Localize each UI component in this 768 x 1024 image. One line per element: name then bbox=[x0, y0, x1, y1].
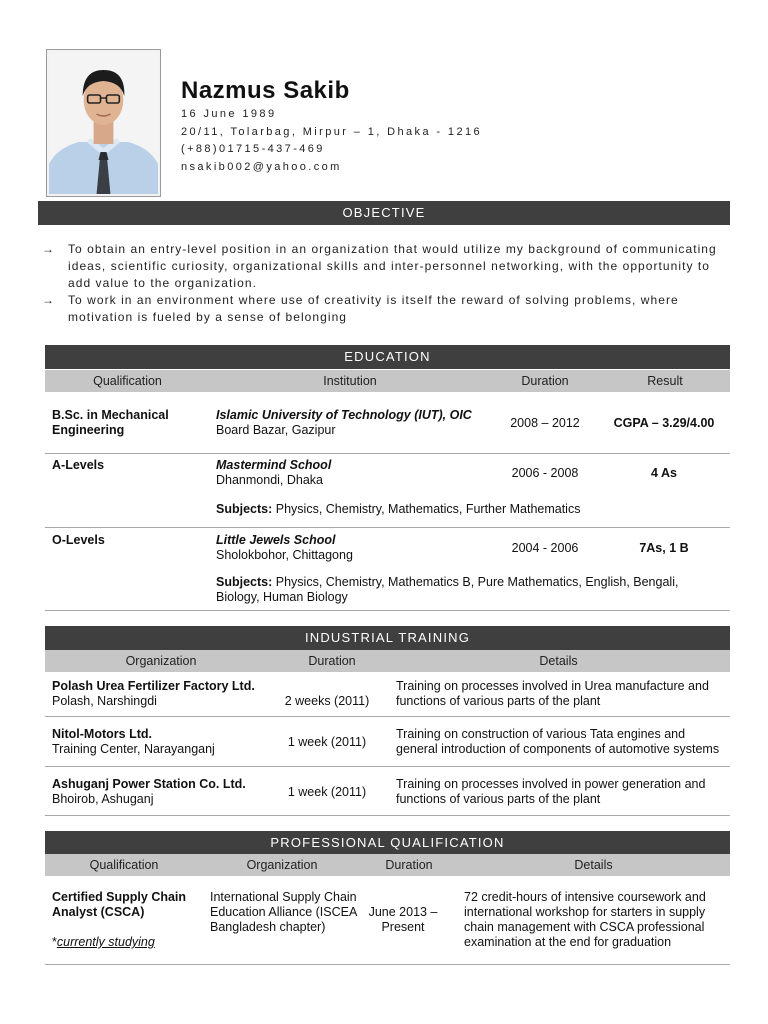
education-location: Dhanmondi, Dhaka bbox=[216, 473, 324, 487]
objective-text: To work in an environment where use of creativity is itself the reward of solving problems, where motivation is fueled by a sense of belonging bbox=[68, 293, 679, 324]
column-header: Institution bbox=[323, 374, 377, 388]
education-institution: Little Jewels School bbox=[216, 533, 336, 547]
column-header: Qualification bbox=[93, 374, 162, 388]
subjects-list: Physics, Chemistry, Mathematics, Further Mathematics bbox=[275, 502, 581, 516]
training-location: Training Center, Narayanganj bbox=[52, 742, 215, 756]
objective-section-title: OBJECTIVE bbox=[38, 201, 730, 225]
education-qualification: B.Sc. in Mechanical Engineering bbox=[52, 408, 169, 437]
education-result: 4 As bbox=[651, 466, 677, 480]
professional-organization: International Supply Chain Education Alliance (ISCEA Bangladesh chapter) bbox=[210, 890, 357, 934]
note-text: currently studying bbox=[56, 935, 155, 949]
education-subjects bbox=[216, 575, 721, 605]
training-organization: Ashuganj Power Station Co. Ltd. bbox=[52, 777, 246, 791]
phone-number: (+88)01715-437-469 bbox=[181, 143, 325, 155]
education-column-headers bbox=[45, 370, 730, 392]
education-duration: 2004 - 2006 bbox=[511, 541, 579, 555]
training-location: Polash, Narshingdi bbox=[52, 694, 157, 708]
training-column-headers bbox=[45, 650, 730, 672]
education-section-title: EDUCATION bbox=[45, 345, 730, 369]
row-divider bbox=[45, 610, 730, 611]
objective-item bbox=[42, 241, 727, 292]
training-duration: 1 week (2011) bbox=[287, 785, 367, 799]
training-details: Training on processes involved in Urea manufacture and functions of various parts of the plant bbox=[396, 679, 709, 708]
right-arrow-icon: → bbox=[42, 293, 56, 307]
education-result: 7As, 1 B bbox=[639, 541, 689, 555]
row-divider bbox=[45, 527, 730, 528]
row-divider bbox=[45, 766, 730, 767]
professional-duration: June 2013 – Present bbox=[368, 905, 438, 934]
objective-text: To obtain an entry-level position in an organization that would utilize my background of communicating ideas, scientific curiosity, organizational skills and inter-personnel networking, with the opportunity to add value to the organization. bbox=[68, 242, 717, 290]
column-header: Organization bbox=[246, 858, 318, 872]
right-arrow-icon: → bbox=[42, 242, 56, 256]
education-subjects bbox=[216, 502, 721, 517]
note-asterisk: * bbox=[52, 935, 57, 949]
column-header: Duration bbox=[308, 654, 356, 668]
column-header: Duration bbox=[521, 374, 569, 388]
column-header: Qualification bbox=[89, 858, 159, 872]
column-header: Result bbox=[647, 374, 683, 388]
study-status-note bbox=[52, 935, 202, 950]
training-details: Training on construction of various Tata engines and general introduction of components of automotive systems bbox=[396, 727, 720, 756]
professional-qualification: Certified Supply Chain Analyst (CSCA) bbox=[52, 890, 187, 919]
subjects-label: Subjects: bbox=[216, 575, 273, 589]
training-location: Bhoirob, Ashuganj bbox=[52, 792, 154, 806]
profile-photo bbox=[46, 49, 161, 197]
row-divider bbox=[45, 815, 730, 816]
row-divider bbox=[45, 453, 730, 454]
column-header: Details bbox=[539, 654, 578, 668]
objective-item bbox=[42, 292, 727, 326]
candidate-name: Nazmus Sakib bbox=[181, 77, 350, 104]
education-qualification: A-Levels bbox=[52, 458, 105, 472]
training-organization: Nitol-Motors Ltd. bbox=[52, 727, 152, 741]
education-qualification: O-Levels bbox=[52, 533, 105, 547]
row-divider bbox=[45, 716, 730, 717]
education-duration: 2006 - 2008 bbox=[511, 466, 579, 480]
training-section-title: INDUSTRIAL TRAINING bbox=[45, 626, 730, 650]
professional-column-headers bbox=[45, 854, 730, 876]
column-header: Details bbox=[574, 858, 613, 872]
column-header: Organization bbox=[125, 654, 197, 668]
subjects-list: Physics, Chemistry, Mathematics B, Pure Mathematics, English, Bengali, Biology, Human Biology bbox=[216, 575, 679, 604]
training-duration: 1 week (2011) bbox=[287, 735, 367, 749]
row-divider bbox=[45, 964, 730, 965]
education-institution: Mastermind School bbox=[216, 458, 332, 472]
date-of-birth: 16 June 1989 bbox=[181, 108, 277, 120]
training-details: Training on processes involved in power generation and functions of various parts of the plant bbox=[396, 777, 706, 806]
education-location: Sholokbohor, Chittagong bbox=[216, 548, 353, 562]
professional-details: 72 credit-hours of intensive coursework and international workshop for starters in supply chain management with CSCA professional examination at the end for graduation bbox=[464, 890, 706, 949]
subjects-label: Subjects: bbox=[216, 502, 273, 516]
address: 20/11, Tolarbag, Mirpur – 1, Dhaka - 1216 bbox=[181, 125, 483, 138]
professional-section-title: PROFESSIONAL QUALIFICATION bbox=[45, 831, 730, 855]
column-header: Duration bbox=[385, 858, 433, 872]
education-duration: 2008 – 2012 bbox=[510, 416, 580, 430]
resume-header bbox=[181, 76, 482, 176]
education-location: Board Bazar, Gazipur bbox=[216, 423, 336, 437]
education-result: CGPA – 3.29/4.00 bbox=[613, 416, 715, 430]
training-organization: Polash Urea Fertilizer Factory Ltd. bbox=[52, 679, 255, 693]
email-address: nsakib002@yahoo.com bbox=[181, 160, 342, 173]
education-institution: Islamic University of Technology (IUT), OIC bbox=[216, 408, 472, 422]
training-duration: 2 weeks (2011) bbox=[284, 694, 370, 708]
